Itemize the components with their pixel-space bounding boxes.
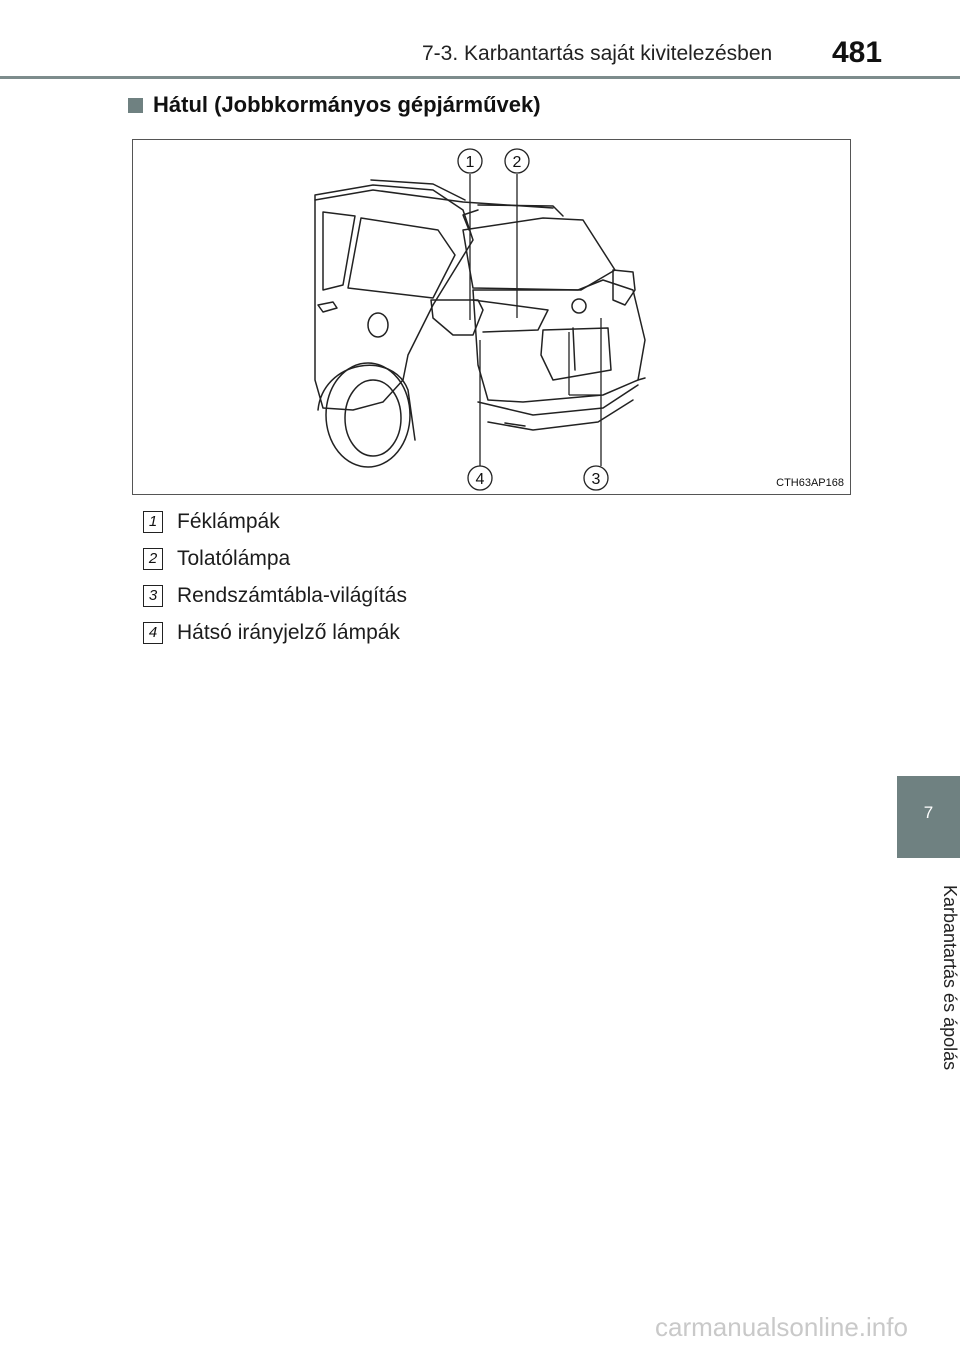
figure-code: CTH63AP168 bbox=[776, 477, 844, 489]
legend-list bbox=[143, 503, 407, 651]
legend-text: Hátsó irányjelző lámpák bbox=[177, 620, 400, 644]
chapter-tab-label-text: Karbantartás és ápolás bbox=[940, 885, 960, 1071]
legend-text: Féklámpák bbox=[177, 509, 280, 533]
legend-item bbox=[143, 614, 407, 651]
callout-3-label: 3 bbox=[591, 471, 601, 488]
chapter-tab-number[interactable]: 7 bbox=[897, 776, 960, 858]
section-heading-text: Hátul (Jobbkormányos gépjárművek) bbox=[153, 92, 541, 117]
page-number: 481 bbox=[832, 36, 883, 69]
legend-item bbox=[143, 540, 407, 577]
legend-number: 3 bbox=[143, 585, 163, 607]
square-bullet-icon bbox=[128, 98, 143, 113]
callout-4-label: 4 bbox=[475, 471, 485, 488]
header-rule bbox=[0, 76, 960, 79]
callout-2-label: 2 bbox=[512, 154, 522, 171]
legend-number: 1 bbox=[143, 511, 163, 533]
legend-item bbox=[143, 503, 407, 540]
legend-item bbox=[143, 577, 407, 614]
chapter-tab-label bbox=[900, 868, 960, 1088]
car-rear-illustration bbox=[133, 140, 850, 494]
legend-text: Rendszámtábla-világítás bbox=[177, 583, 407, 607]
callout-1-label: 1 bbox=[465, 154, 475, 171]
watermark: carmanualsonline.info bbox=[655, 1312, 908, 1342]
legend-number: 4 bbox=[143, 622, 163, 644]
rear-lights-figure bbox=[132, 139, 851, 495]
header-title: 7-3. Karbantartás saját kivitelezésben bbox=[422, 42, 773, 65]
legend-number: 2 bbox=[143, 548, 163, 570]
section-heading bbox=[128, 92, 541, 118]
legend-text: Tolatólámpa bbox=[177, 546, 291, 570]
